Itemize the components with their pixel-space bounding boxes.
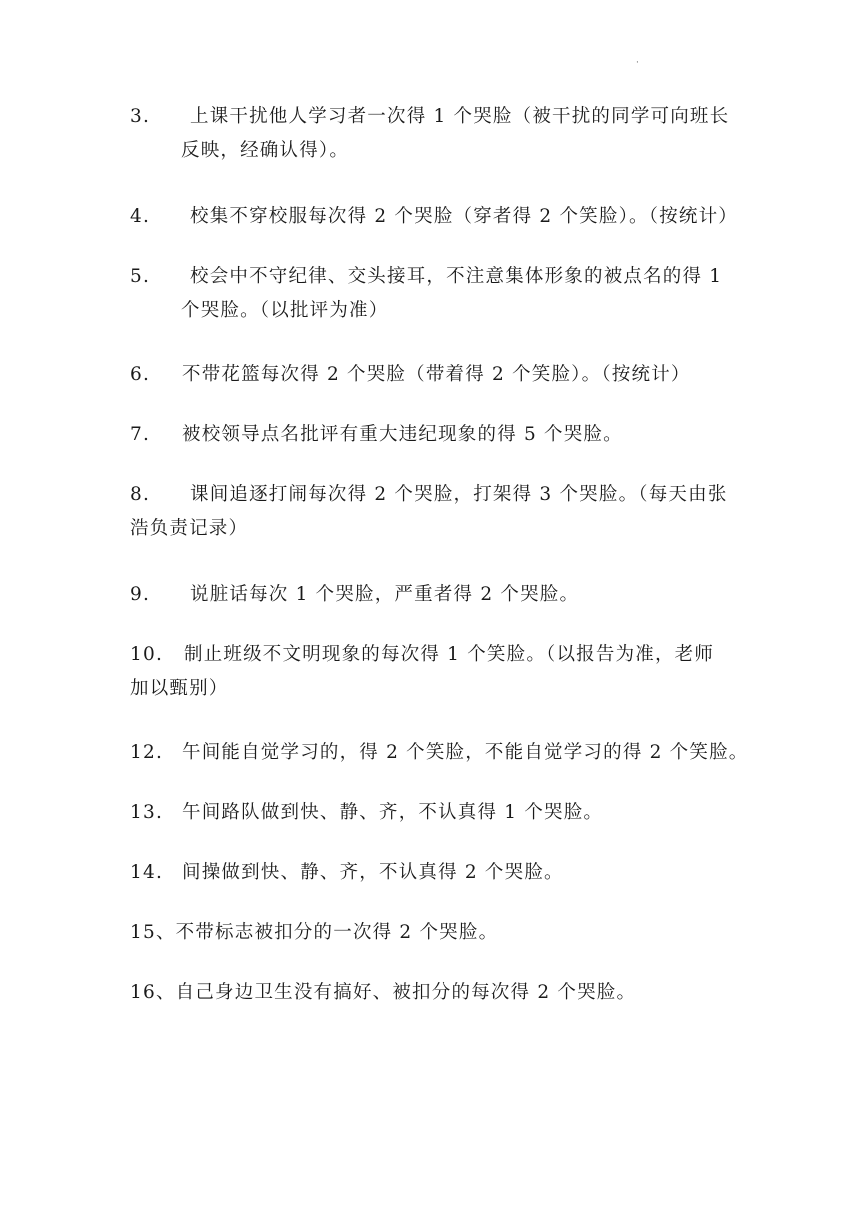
item-text-continued: 加以甄别） — [130, 678, 229, 699]
item-number: 7. — [130, 424, 151, 445]
item-number: 16、 — [130, 982, 176, 1003]
item-number: 13. — [130, 802, 164, 823]
item-number: 5. — [130, 266, 151, 287]
item-text: 被校领导点名批评有重大违纪现象的得 5 个哭脸。 — [182, 424, 623, 445]
item-text: 上课干扰他人学习者一次得 1 个哭脸（被干扰的同学可向班长 — [190, 106, 730, 127]
item-number: 4. — [130, 206, 151, 227]
item-text: 说脏话每次 1 个哭脸，严重者得 2 个哭脸。 — [190, 584, 580, 605]
list-item — [130, 478, 750, 546]
item-number: 14. — [130, 862, 164, 883]
list-item — [130, 976, 750, 1010]
list-item — [130, 418, 750, 452]
item-text: 间操做到快、静、齐，不认真得 2 个哭脸。 — [182, 862, 564, 883]
item-number: 6. — [130, 364, 151, 385]
list-item — [130, 916, 750, 950]
item-text-continued: 个哭脸。（以批评为准） — [181, 300, 389, 321]
item-number: 8. — [130, 484, 151, 505]
item-text: 午间能自觉学习的，得 2 个笑脸，不能自觉学习的得 2 个笑脸。 — [182, 742, 749, 763]
item-number: 12. — [130, 742, 164, 763]
item-text-continued: 浩负责记录） — [130, 518, 249, 539]
list-item — [130, 260, 750, 328]
item-text-continued: 反映，经确认得）。 — [181, 140, 350, 161]
item-text: 校会中不守纪律、交头接耳，不注意集体形象的被点名的得 1 — [190, 266, 723, 287]
list-item — [130, 100, 750, 168]
list-item — [130, 358, 750, 392]
list-item — [130, 200, 750, 234]
item-text: 自己身边卫生没有搞好、被扣分的每次得 2 个哭脸。 — [175, 982, 637, 1003]
item-text: 校集不穿校服每次得 2 个哭脸（穿者得 2 个笑脸）。（按统计） — [190, 206, 738, 227]
item-text: 不带标志被扣分的一次得 2 个哭脸。 — [175, 922, 499, 943]
item-number: 9. — [130, 584, 151, 605]
list-item — [130, 796, 750, 830]
item-number: 15、 — [130, 922, 176, 943]
list-item — [130, 578, 750, 612]
page-mark: · — [636, 58, 639, 68]
list-item — [130, 736, 750, 770]
item-number: 10. — [130, 644, 164, 665]
list-item — [130, 856, 750, 890]
item-text: 午间路队做到快、静、齐，不认真得 1 个哭脸。 — [182, 802, 604, 823]
item-text: 课间追逐打闹每次得 2 个哭脸，打架得 3 个哭脸。（每天由张 — [190, 484, 728, 505]
item-text: 不带花篮每次得 2 个哭脸（带着得 2 个笑脸）。（按统计） — [182, 364, 691, 385]
list-item — [130, 638, 750, 706]
item-number: 3. — [130, 106, 151, 127]
item-text: 制止班级不文明现象的每次得 1 个笑脸。（以报告为准，老师 — [184, 644, 715, 665]
